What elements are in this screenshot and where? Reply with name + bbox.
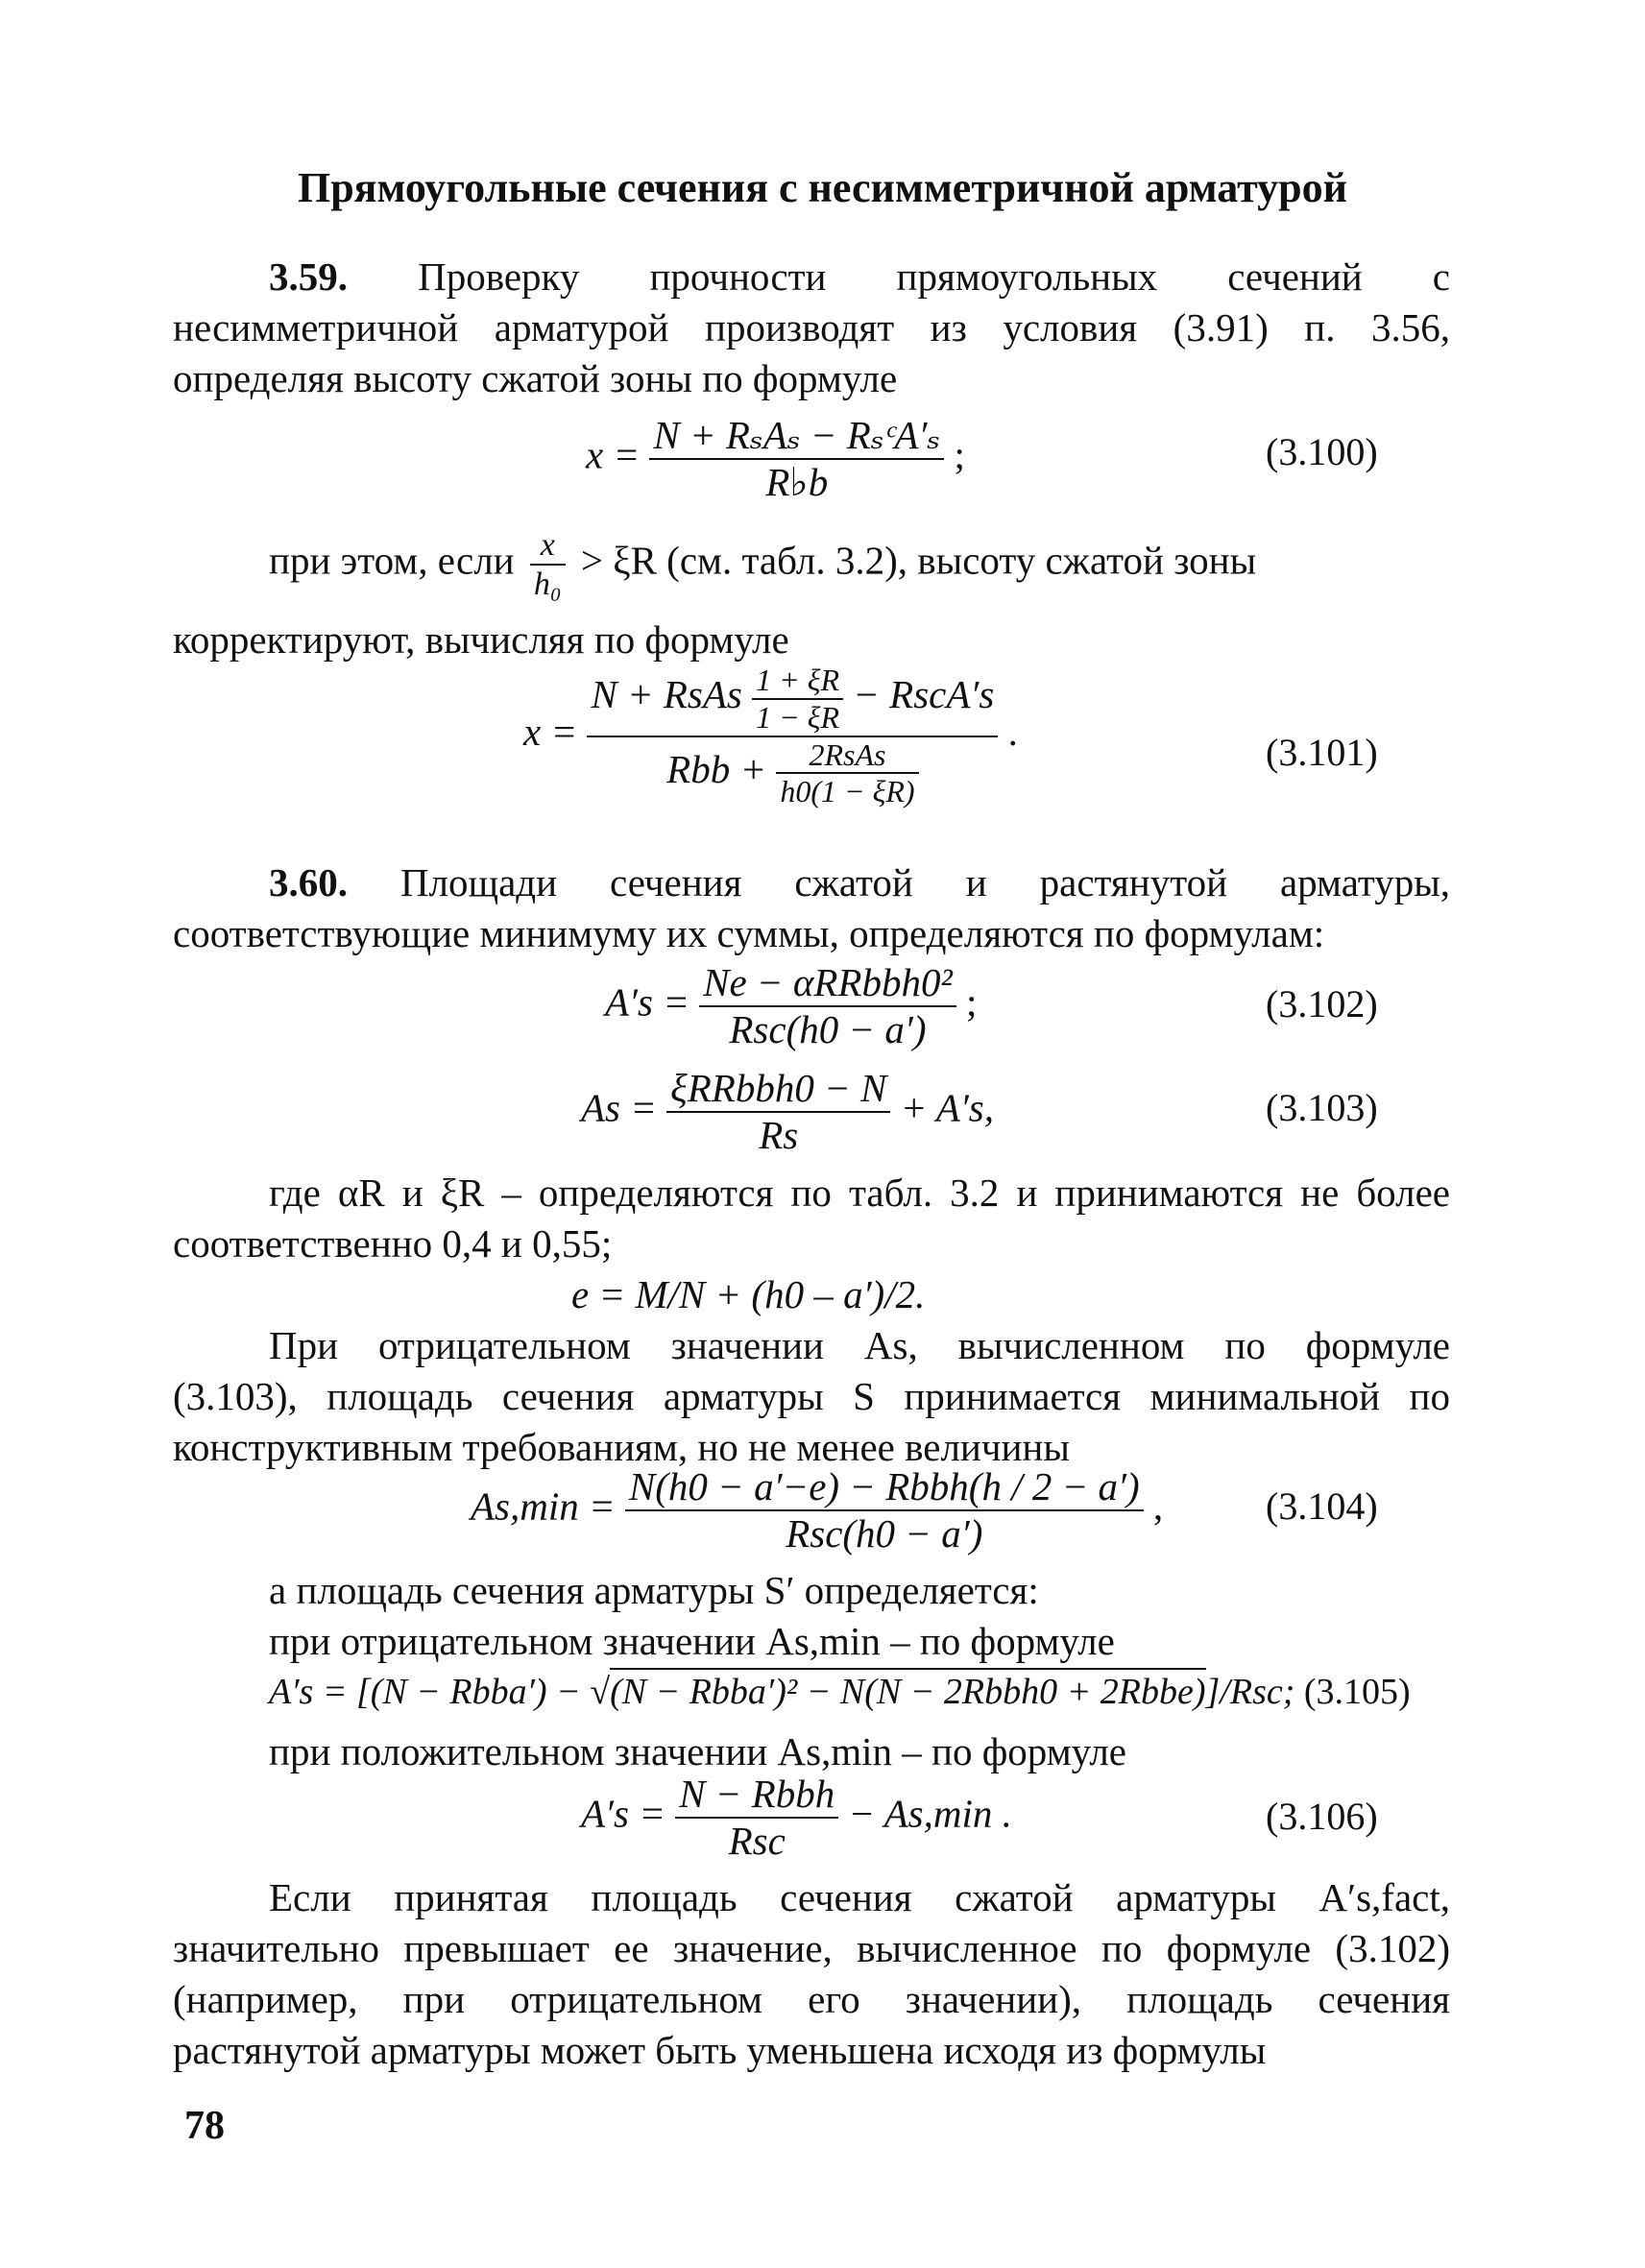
eq101-num-b: − RscA′s	[853, 672, 995, 717]
equation-3-102	[605, 960, 977, 1052]
eq102-lhs: A′s =	[605, 979, 689, 1025]
para-3-59-line2: несимметричной арматурой производят из условия (3.91) п. 3.56,	[173, 305, 1450, 350]
condition-fraction	[530, 526, 566, 603]
eq101-num-a: N + RsAs	[591, 672, 742, 717]
eq101-fraction	[587, 663, 998, 809]
eq103-lhs: As =	[581, 1085, 657, 1130]
equation-label-3-103: (3.103)	[1266, 1086, 1378, 1129]
eq102-denominator: Rsc(h0 − a′)	[729, 1007, 927, 1052]
eq103-numerator: ξRRbbh0 − N	[666, 1066, 890, 1113]
eq104-fraction	[625, 1464, 1144, 1556]
eq101-inner-num: 1 + ξR	[752, 663, 843, 700]
eq102-tail: ;	[966, 979, 978, 1025]
condition-line	[269, 526, 1450, 603]
eq100-lhs: x =	[586, 432, 641, 477]
eq104-lhs: As,min =	[471, 1484, 616, 1529]
eq101-tail: .	[1007, 710, 1018, 754]
para-3-60-line2: соответствующие минимуму их суммы, определяются по формулам:	[173, 911, 1325, 955]
equation-label-3-106: (3.106)	[1266, 1795, 1378, 1838]
eq100-denominator: R♭b	[765, 460, 829, 505]
neg-line1: При отрицательном значении As, вычисленном по формуле	[269, 1323, 1450, 1367]
equation-3-103	[581, 1066, 994, 1158]
eq101-denominator	[587, 737, 998, 810]
eq105-lhs: A′s = [(N − Rbba′) −	[269, 1672, 581, 1712]
equation-label-3-105: (3.105)	[1303, 1672, 1411, 1712]
para-3-60-line1-text: Площади сечения сжатой и растянутой арматуры,	[399, 860, 1450, 905]
item-number-3-60: 3.60.	[269, 860, 348, 905]
eq104-denominator: Rsc(h0 − a′)	[786, 1511, 983, 1556]
after104-line2: при отрицательном значении As,min – по формуле	[269, 1619, 1115, 1663]
eq101-den-a: Rbb +	[666, 746, 767, 791]
eq106-denominator: Rsc	[728, 1819, 786, 1864]
eq103-fraction	[666, 1066, 890, 1158]
eq104-tail: ,	[1152, 1484, 1164, 1529]
section-title: Прямоугольные сечения с несимметричной арматурой	[297, 164, 1348, 211]
equation-3-101	[523, 663, 1018, 809]
eq102-fraction	[699, 960, 956, 1052]
equation-label-3-100: (3.100)	[1266, 430, 1378, 473]
equation-3-104	[471, 1464, 1163, 1556]
neg-line2: (3.103), площадь сечения арматуры S принимается минимальной по	[173, 1374, 1450, 1418]
eq105-tail: ]/Rsc;	[1205, 1672, 1295, 1712]
condition-line2: корректируют, вычисляя по формуле	[173, 617, 789, 662]
equation-label-3-101: (3.101)	[1266, 731, 1378, 774]
eq100-tail: ;	[954, 432, 965, 477]
eq101-inner-fraction	[752, 663, 843, 736]
para-3-60-line1	[173, 857, 1450, 908]
item-number-3-59: 3.59.	[269, 254, 348, 299]
eq101-lhs: x =	[523, 710, 578, 754]
neg-line3: конструктивным требованиям, но не менее величины	[173, 1425, 1070, 1469]
eq102-numerator: Ne − αRRbbh0²	[699, 960, 956, 1007]
eq100-numerator: N + RₛAₛ − RₛᶜA′ₛ	[649, 413, 944, 460]
last-line3: (например, при отрицательном его значении), площадь сечения	[173, 1977, 1450, 2021]
eq106-fraction	[675, 1772, 838, 1864]
last-line4: растянутой арматуры может быть уменьшена исходя из формулы	[173, 2028, 1267, 2072]
condition-frac-den: h₀	[533, 567, 562, 603]
last-line1: Если принятая площадь сечения сжатой арматуры A′s,fact,	[269, 1875, 1450, 1919]
eq101-den-inner-den: h0(1 − ξR)	[780, 774, 915, 809]
equation-label-3-102: (3.102)	[1266, 982, 1378, 1025]
where-line1: где αR и ξR – определяются по табл. 3.2 и принимаются не более	[269, 1170, 1450, 1215]
eq104-numerator: N(h0 − a′−e) − Rbbh(h / 2 − a′)	[625, 1464, 1144, 1511]
equation-3-105	[269, 1671, 1411, 1713]
after105-line1: при положительном значении As,min – по формуле	[269, 1729, 1126, 1773]
eq106-numerator: N − Rbbh	[675, 1772, 838, 1819]
equation-3-106	[581, 1772, 1012, 1864]
eq103-denominator: Rs	[759, 1113, 799, 1158]
eq106-lhs: A′s =	[581, 1791, 665, 1836]
sqrt-sign: √	[590, 1672, 611, 1712]
para-3-59-line3: определяя высоту сжатой зоны по формуле	[173, 356, 898, 400]
condition-post: > ξR (см. табл. 3.2), высоту сжатой зоны	[580, 538, 1257, 583]
para-3-59-line1-text: Проверку прочности прямоугольных сечений с	[418, 254, 1451, 299]
equation-3-100	[586, 413, 965, 505]
eq105-radicand: (N − Rbba′)² − N(N − 2Rbbh0 + 2Rbbe)	[610, 1668, 1205, 1712]
where-line2: соответственно 0,4 и 0,55;	[173, 1221, 613, 1266]
e-formula: e = M/N + (h0 – a′)/2.	[571, 1272, 926, 1316]
eq101-den-fraction	[776, 737, 918, 810]
eq100-fraction	[649, 413, 944, 505]
para-3-59-line1	[173, 252, 1450, 302]
condition-frac-num: x	[530, 526, 566, 566]
page-number: 78	[184, 2104, 225, 2148]
last-line2: значительно превышает ее значение, вычисленное по формуле (3.102)	[173, 1926, 1450, 1970]
eq101-inner-den: 1 − ξR	[756, 699, 839, 735]
condition-pre: при этом, если	[269, 538, 515, 583]
eq101-numerator	[587, 663, 998, 737]
eq101-den-inner-num: 2RsAs	[776, 737, 918, 775]
after104-line1: а площадь сечения арматуры S′ определяется:	[269, 1568, 1039, 1612]
equation-label-3-104: (3.104)	[1266, 1484, 1378, 1528]
eq103-tail: + A′s,	[900, 1085, 994, 1130]
eq106-tail: − As,min .	[848, 1791, 1012, 1836]
